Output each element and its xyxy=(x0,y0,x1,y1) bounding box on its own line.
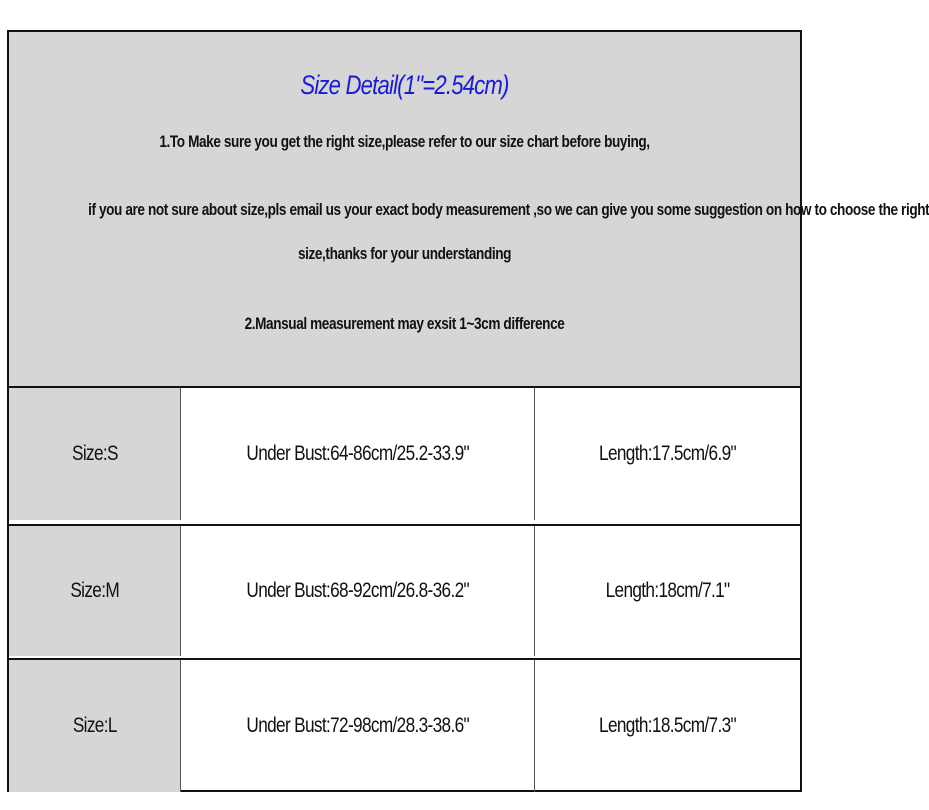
size-cell xyxy=(9,660,181,792)
table-row-s xyxy=(9,388,800,520)
instruction-line-1: 1.To Make sure you get the right size,please refer to our size chart before buying, xyxy=(159,132,650,151)
size-label: Size:M xyxy=(70,579,119,602)
table-row-l xyxy=(9,658,800,792)
size-cell xyxy=(9,388,181,520)
measurement-note: 2.Mansual measurement may exsit 1~3cm difference xyxy=(244,314,565,333)
size-label: Size:S xyxy=(71,442,118,465)
length-value: Length:18cm/7.1" xyxy=(605,579,730,602)
table-row-m xyxy=(9,524,800,656)
under-bust-cell xyxy=(181,388,535,520)
under-bust-cell xyxy=(181,660,535,792)
size-chart xyxy=(7,30,929,792)
size-chart-header xyxy=(9,32,929,388)
under-bust-value: Under Bust:68-92cm/26.8-36.2" xyxy=(246,579,469,602)
size-cell xyxy=(9,526,181,656)
length-cell xyxy=(535,526,800,656)
instruction-line-2: if you are not sure about size,pls email us your exact body measurement ,so we can give you some suggestion on how to choose the right xyxy=(88,200,929,219)
length-value: Length:17.5cm/6.9" xyxy=(599,442,736,465)
size-detail-title: Size Detail(1"=2.54cm) xyxy=(300,70,509,100)
under-bust-value: Under Bust:64-86cm/25.2-33.9" xyxy=(246,442,469,465)
under-bust-cell xyxy=(181,526,535,656)
size-label: Size:L xyxy=(72,714,117,737)
under-bust-value: Under Bust:72-98cm/28.3-38.6" xyxy=(246,714,469,737)
length-cell xyxy=(535,660,800,792)
instruction-line-3: size,thanks for your understanding xyxy=(297,244,512,263)
length-value: Length:18.5cm/7.3" xyxy=(599,714,736,737)
length-cell xyxy=(535,388,800,520)
